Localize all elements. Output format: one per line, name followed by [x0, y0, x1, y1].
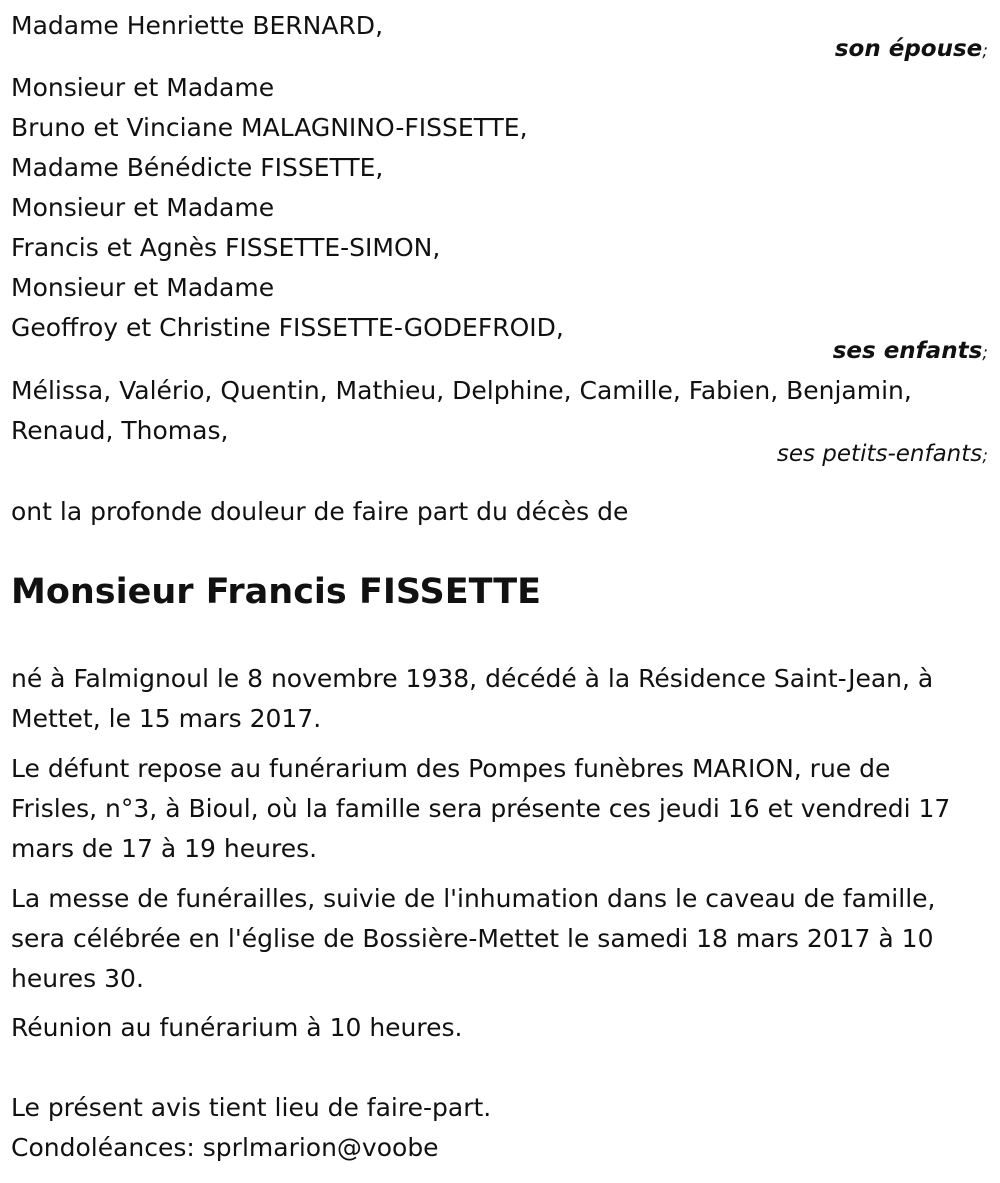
children-line: Monsieur et Madame	[11, 193, 275, 222]
children-line: Monsieur et Madame	[11, 73, 275, 102]
gathering-line: Réunion au funérarium à 10 heures.	[11, 1013, 463, 1042]
children-line: Bruno et Vinciane MALAGNINO-FISSETTE,	[11, 113, 528, 142]
birth-death-line: Mettet, le 15 mars 2017.	[11, 704, 322, 733]
spouse-role-sep: ;	[982, 41, 988, 61]
spouse-role-text: son épouse	[834, 36, 983, 62]
funeral-line: sera célébrée en l'église de Bossière-Mettet le samedi 18 mars 2017 à 10	[11, 924, 934, 953]
grandchildren-role-sep: ;	[982, 446, 988, 466]
spouse-role	[835, 35, 988, 65]
deceased-name: Monsieur Francis FISSETTE	[11, 572, 542, 612]
children-role-sep: ;	[982, 343, 988, 363]
visitation-line: mars de 17 à 19 heures.	[11, 834, 318, 863]
grandchildren-role-text: ses petits-enfants	[776, 441, 983, 467]
birth-death-line: né à Falmignoul le 8 novembre 1938, décédé à la Résidence Saint-Jean, à	[11, 664, 934, 693]
children-line: Geoffroy et Christine FISSETTE-GODEFROID,	[11, 313, 564, 342]
visitation-line: Frisles, n°3, à Bioul, où la famille sera présente ces jeudi 16 et vendredi 17	[11, 794, 951, 823]
children-line: Francis et Agnès FISSETTE-SIMON,	[11, 233, 441, 262]
funeral-line: heures 30.	[11, 964, 144, 993]
children-role-text: ses enfants	[832, 338, 983, 364]
children-line: Monsieur et Madame	[11, 273, 275, 302]
children-line: Madame Bénédicte FISSETTE,	[11, 153, 384, 182]
announcement-text: ont la profonde douleur de faire part du décès de	[11, 497, 629, 526]
spouse-name: Madame Henriette BERNARD,	[11, 11, 384, 40]
grandchildren-role	[777, 440, 988, 470]
visitation-line: Le défunt repose au funérarium des Pompes funèbres MARION, rue de	[11, 754, 891, 783]
grandchildren-line: Renaud, Thomas,	[11, 416, 229, 445]
condolences-line: Condoléances: sprlmarion@voobe	[11, 1133, 439, 1162]
grandchildren-line: Mélissa, Valério, Quentin, Mathieu, Delphine, Camille, Fabien, Benjamin,	[11, 376, 912, 405]
funeral-line: La messe de funérailles, suivie de l'inhumation dans le caveau de famille,	[11, 884, 936, 913]
children-role	[833, 337, 988, 367]
notice-line: Le présent avis tient lieu de faire-part.	[11, 1093, 492, 1122]
